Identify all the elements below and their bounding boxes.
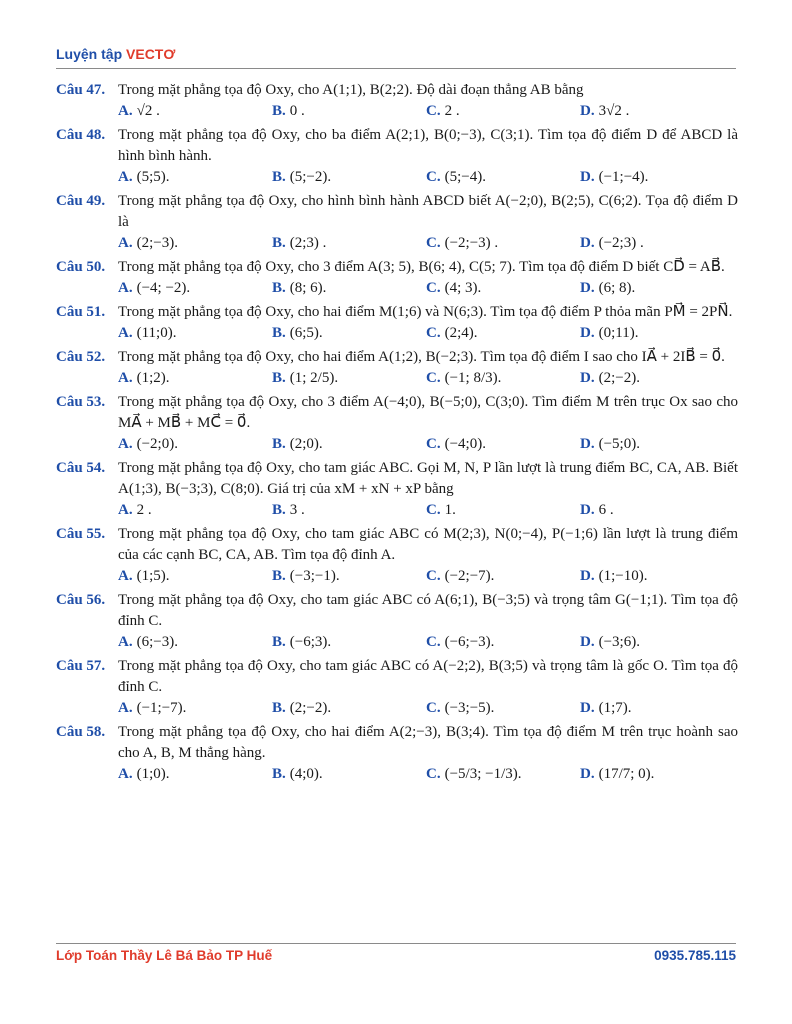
question-number: Câu 48. xyxy=(56,127,106,143)
option-value: (2;0). xyxy=(289,436,323,452)
option-label: B. xyxy=(272,280,286,296)
answer-option-d xyxy=(580,500,738,521)
option-value: 6 . xyxy=(598,502,614,518)
answer-option-d xyxy=(580,167,738,188)
answer-option-a xyxy=(118,632,272,653)
option-label: C. xyxy=(426,568,441,584)
option-label: A. xyxy=(118,280,133,296)
answer-options xyxy=(56,278,738,299)
option-label: C. xyxy=(426,700,441,716)
question-item xyxy=(56,347,738,389)
option-value: (5;5). xyxy=(136,169,170,185)
answer-option-d xyxy=(580,698,738,719)
option-value: (−3;−5). xyxy=(444,700,495,716)
question-item xyxy=(56,191,738,254)
answer-option-b xyxy=(272,368,426,389)
question-item xyxy=(56,722,738,785)
question-row xyxy=(56,302,738,323)
answer-option-a xyxy=(118,698,272,719)
question-number: Câu 54. xyxy=(56,460,106,476)
option-label: C. xyxy=(426,169,441,185)
header-rule xyxy=(56,68,736,69)
option-value: (−6;−3). xyxy=(444,634,495,650)
option-label: A. xyxy=(118,766,133,782)
question-item xyxy=(56,392,738,455)
answer-option-b xyxy=(272,764,426,785)
option-value: (4; 3). xyxy=(444,280,482,296)
question-text: Trong mặt phẳng tọa độ Oxy, cho tam giác ABC có M(2;3), N(0;−4), P(−1;6) lần lượt là trung điểm của các cạnh BC, CA, AB. Tìm tọa độ đỉnh A. xyxy=(118,526,738,563)
answer-options xyxy=(56,323,738,344)
answer-option-b xyxy=(272,101,426,122)
answer-option-a xyxy=(118,167,272,188)
answer-options xyxy=(56,233,738,254)
option-label: A. xyxy=(118,169,133,185)
question-row xyxy=(56,722,738,764)
option-label: A. xyxy=(118,568,133,584)
option-label: D. xyxy=(580,766,595,782)
option-label: C. xyxy=(426,436,441,452)
answer-option-d xyxy=(580,368,738,389)
option-value: (6; 8). xyxy=(598,280,636,296)
option-value: (1;−10). xyxy=(598,568,648,584)
footer-rule xyxy=(56,943,736,944)
option-value: (−5/3; −1/3). xyxy=(444,766,522,782)
option-label: A. xyxy=(118,436,133,452)
question-text: Trong mặt phẳng tọa độ Oxy, cho 3 điểm A(3; 5), B(6; 4), C(5; 7). Tìm tọa độ điểm D biết CD⃗ = AB⃗. xyxy=(118,259,725,275)
question-item xyxy=(56,524,738,587)
option-label: D. xyxy=(580,235,595,251)
option-value: (2;4). xyxy=(444,325,478,341)
option-value: (5;−4). xyxy=(444,169,486,185)
answer-option-b xyxy=(272,698,426,719)
option-label: C. xyxy=(426,235,441,251)
question-item xyxy=(56,590,738,653)
option-label: C. xyxy=(426,766,441,782)
option-value: (2;−3). xyxy=(136,235,178,251)
option-label: D. xyxy=(580,280,595,296)
option-value: 2 . xyxy=(444,103,460,119)
question-number: Câu 57. xyxy=(56,658,106,674)
answer-option-c xyxy=(426,434,580,455)
option-label: A. xyxy=(118,325,133,341)
option-label: C. xyxy=(426,634,441,650)
option-value: (11;0). xyxy=(136,325,177,341)
option-value: (−2;0). xyxy=(136,436,178,452)
answer-option-a xyxy=(118,278,272,299)
option-label: B. xyxy=(272,634,286,650)
option-label: B. xyxy=(272,502,286,518)
answer-options xyxy=(56,698,738,719)
question-number: Câu 56. xyxy=(56,592,106,608)
answer-option-c xyxy=(426,566,580,587)
footer-phone: 0935.785.115 xyxy=(654,948,736,963)
question-text: Trong mặt phẳng tọa độ Oxy, cho ba điểm A(2;1), B(0;−3), C(3;1). Tìm tọa độ điểm D để ABCD là hình bình hành. xyxy=(118,127,738,164)
answer-option-a xyxy=(118,434,272,455)
question-row xyxy=(56,590,738,632)
option-value: 1. xyxy=(444,502,456,518)
option-label: B. xyxy=(272,325,286,341)
option-label: C. xyxy=(426,370,441,386)
answer-options xyxy=(56,167,738,188)
option-value: (2;3) . xyxy=(289,235,327,251)
option-value: (1;2). xyxy=(136,370,170,386)
option-value: (−4; −2). xyxy=(136,280,191,296)
question-number: Câu 52. xyxy=(56,349,106,365)
option-label: B. xyxy=(272,700,286,716)
answer-option-c xyxy=(426,323,580,344)
option-value: (−5;0). xyxy=(598,436,640,452)
question-text: Trong mặt phẳng tọa độ Oxy, cho hai điểm A(1;2), B(−2;3). Tìm tọa độ điểm I sao cho IA⃗ + 2IB⃗ = 0⃗. xyxy=(118,349,725,365)
question-text: Trong mặt phẳng tọa độ Oxy, cho hai điểm A(2;−3), B(3;4). Tìm tọa độ điểm M trên trục hoành sao cho A, B, M thẳng hàng. xyxy=(118,724,738,761)
option-value: (1;0). xyxy=(136,766,170,782)
question-number: Câu 53. xyxy=(56,394,106,410)
question-text: Trong mặt phẳng tọa độ Oxy, cho A(1;1), B(2;2). Độ dài đoạn thẳng AB bằng xyxy=(118,82,584,98)
answer-option-c xyxy=(426,101,580,122)
page-header xyxy=(56,46,175,62)
header-prefix: Luyện tập xyxy=(56,46,127,62)
answer-option-d xyxy=(580,101,738,122)
answer-option-b xyxy=(272,167,426,188)
answer-option-c xyxy=(426,167,580,188)
question-number: Câu 47. xyxy=(56,82,106,98)
option-label: A. xyxy=(118,502,133,518)
answer-option-d xyxy=(580,323,738,344)
question-row xyxy=(56,191,738,233)
answer-option-a xyxy=(118,500,272,521)
answer-options xyxy=(56,500,738,521)
answer-option-c xyxy=(426,233,580,254)
question-item xyxy=(56,656,738,719)
answer-option-a xyxy=(118,566,272,587)
answer-option-b xyxy=(272,233,426,254)
question-text: Trong mặt phẳng tọa độ Oxy, cho hình bình hành ABCD biết A(−2;0), B(2;5), C(6;2). Tọa độ điểm D là xyxy=(118,193,738,230)
option-label: A. xyxy=(118,103,133,119)
option-label: B. xyxy=(272,235,286,251)
option-value: (−3;6). xyxy=(598,634,640,650)
option-label: B. xyxy=(272,568,286,584)
question-number: Câu 51. xyxy=(56,304,106,320)
option-value: (6;−3). xyxy=(136,634,178,650)
option-value: 2 . xyxy=(136,502,152,518)
option-value: (−1; 8/3). xyxy=(444,370,502,386)
option-value: (−6;3). xyxy=(289,634,332,650)
question-text: Trong mặt phẳng tọa độ Oxy, cho tam giác ABC. Gọi M, N, P lần lượt là trung điểm BC, CA, AB. Biết A(1;3), B(−3;3), C(8;0). Giá trị của xM + xN + xP bằng xyxy=(118,460,738,497)
answer-option-c xyxy=(426,698,580,719)
question-item xyxy=(56,458,738,521)
answer-option-c xyxy=(426,500,580,521)
answer-option-b xyxy=(272,278,426,299)
option-label: D. xyxy=(580,103,595,119)
answer-option-d xyxy=(580,566,738,587)
question-number: Câu 50. xyxy=(56,259,106,275)
page-footer xyxy=(56,948,736,963)
answer-option-b xyxy=(272,566,426,587)
question-item xyxy=(56,302,738,344)
option-label: B. xyxy=(272,103,286,119)
answer-options xyxy=(56,632,738,653)
answer-option-b xyxy=(272,434,426,455)
question-item xyxy=(56,257,738,299)
option-value: (1;7). xyxy=(598,700,632,716)
answer-option-c xyxy=(426,368,580,389)
option-value: (2;−2). xyxy=(289,700,332,716)
question-row xyxy=(56,656,738,698)
option-label: A. xyxy=(118,634,133,650)
option-label: B. xyxy=(272,169,286,185)
option-label: D. xyxy=(580,568,595,584)
question-number: Câu 55. xyxy=(56,526,106,542)
option-value: (17/7; 0). xyxy=(598,766,655,782)
question-number: Câu 49. xyxy=(56,193,106,209)
question-row xyxy=(56,125,738,167)
option-value: (−2;−7). xyxy=(444,568,495,584)
option-label: D. xyxy=(580,502,595,518)
option-value: (0;11). xyxy=(598,325,639,341)
question-item xyxy=(56,125,738,188)
option-value: 3 . xyxy=(289,502,305,518)
question-row xyxy=(56,347,738,368)
question-number: Câu 58. xyxy=(56,724,106,740)
question-text: Trong mặt phẳng tọa độ Oxy, cho tam giác ABC có A(6;1), B(−3;5) và trọng tâm G(−1;1). Tìm tọa độ đỉnh C. xyxy=(118,592,738,629)
option-label: A. xyxy=(118,370,133,386)
question-row xyxy=(56,257,738,278)
option-value: (−4;0). xyxy=(444,436,486,452)
option-label: C. xyxy=(426,325,441,341)
option-value: (−2;−3) . xyxy=(444,235,499,251)
answer-option-a xyxy=(118,233,272,254)
option-label: D. xyxy=(580,634,595,650)
option-value: (4;0). xyxy=(289,766,323,782)
question-list xyxy=(56,80,738,788)
option-value: (8; 6). xyxy=(289,280,327,296)
question-text: Trong mặt phẳng tọa độ Oxy, cho tam giác ABC có A(−2;2), B(3;5) và trọng tâm là gốc O. Tìm tọa độ đỉnh C. xyxy=(118,658,738,695)
question-row xyxy=(56,524,738,566)
option-value: 3√2 . xyxy=(598,103,630,119)
question-row xyxy=(56,80,738,101)
answer-options xyxy=(56,434,738,455)
option-label: C. xyxy=(426,103,441,119)
answer-options xyxy=(56,764,738,785)
option-value: (6;5). xyxy=(289,325,323,341)
answer-option-d xyxy=(580,632,738,653)
option-label: C. xyxy=(426,502,441,518)
option-label: D. xyxy=(580,169,595,185)
footer-teacher: Lớp Toán Thầy Lê Bá Bảo TP Huế xyxy=(56,948,273,963)
answer-options xyxy=(56,101,738,122)
question-row xyxy=(56,458,738,500)
option-label: A. xyxy=(118,700,133,716)
option-value: (5;−2). xyxy=(289,169,332,185)
option-value: (−3;−1). xyxy=(289,568,340,584)
header-accent: VECTƠ xyxy=(126,46,176,62)
option-value: (2;−2). xyxy=(598,370,640,386)
option-value: (1;5). xyxy=(136,568,170,584)
option-label: D. xyxy=(580,325,595,341)
option-label: D. xyxy=(580,436,595,452)
option-label: D. xyxy=(580,700,595,716)
option-value: (−1;−4). xyxy=(598,169,649,185)
option-label: B. xyxy=(272,436,286,452)
question-row xyxy=(56,392,738,434)
question-text: Trong mặt phẳng tọa độ Oxy, cho 3 điểm A(−4;0), B(−5;0), C(3;0). Tìm điểm M trên trục Ox sao cho MA⃗ + MB⃗ + MC⃗ = 0⃗. xyxy=(118,394,738,431)
answer-option-d xyxy=(580,278,738,299)
answer-option-b xyxy=(272,323,426,344)
option-label: B. xyxy=(272,766,286,782)
answer-option-c xyxy=(426,632,580,653)
answer-option-d xyxy=(580,764,738,785)
answer-option-c xyxy=(426,278,580,299)
answer-option-a xyxy=(118,101,272,122)
option-value: (−1;−7). xyxy=(136,700,187,716)
answer-option-b xyxy=(272,632,426,653)
answer-option-d xyxy=(580,434,738,455)
option-label: B. xyxy=(272,370,286,386)
answer-options xyxy=(56,368,738,389)
option-label: A. xyxy=(118,235,133,251)
option-value: 0 . xyxy=(289,103,305,119)
option-label: C. xyxy=(426,280,441,296)
answer-option-b xyxy=(272,500,426,521)
answer-option-d xyxy=(580,233,738,254)
answer-option-a xyxy=(118,368,272,389)
answer-option-a xyxy=(118,764,272,785)
answer-option-a xyxy=(118,323,272,344)
answer-option-c xyxy=(426,764,580,785)
option-value: √2 . xyxy=(136,103,160,119)
question-text: Trong mặt phẳng tọa độ Oxy, cho hai điểm M(1;6) và N(6;3). Tìm tọa độ điểm P thỏa mãn PM⃗ = 2PN⃗. xyxy=(118,304,733,320)
option-value: (1; 2/5). xyxy=(289,370,339,386)
option-label: D. xyxy=(580,370,595,386)
option-value: (−2;3) . xyxy=(598,235,644,251)
answer-options xyxy=(56,566,738,587)
question-item xyxy=(56,80,738,122)
